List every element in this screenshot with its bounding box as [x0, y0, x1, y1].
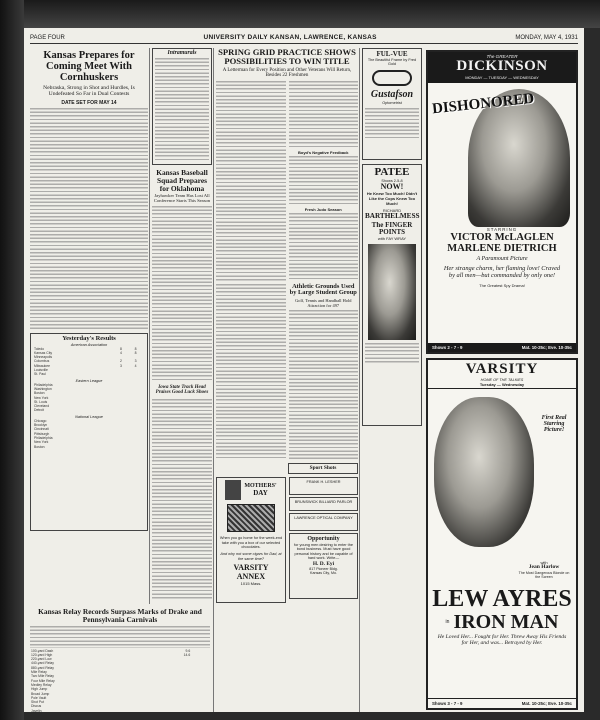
mothers-day-body: When you go home for the week-end take with you a box of our selected chocolates.	[219, 536, 283, 550]
dishonored-art	[428, 83, 576, 227]
scan-border-top	[0, 0, 600, 28]
mothers-day-tag: And why not some cigars for Dad, at the same time?	[220, 551, 282, 561]
varsity-prices: Mat. 10-25c; Eve. 10-35c	[521, 701, 572, 706]
optical-name: LAWRENCE OPTICAL COMPANY	[294, 516, 353, 521]
page-number: PAGE FOUR	[30, 34, 65, 41]
dickinson-ad	[426, 50, 578, 354]
article-body	[216, 284, 286, 460]
scan-border-left	[0, 0, 24, 720]
team-name: Cincinnati	[34, 427, 49, 432]
team-name: Brooklyn	[34, 423, 48, 428]
dickinson-blurb: Her strange charm, her flaming love! Craved by all men—but commanded by only one!	[443, 265, 561, 279]
standings-box	[30, 333, 148, 531]
dateline: DATE SET FOR MAY 14	[61, 99, 117, 106]
fulvue-title: FUL-VUE	[376, 50, 408, 58]
varsity-with: with	[540, 559, 548, 565]
dickinson-cast	[428, 227, 576, 289]
varsity-title-block	[428, 587, 576, 649]
issue-date: MONDAY, MAY 4, 1931	[515, 34, 578, 41]
team-name: Pittsburgh	[34, 431, 50, 436]
team-name: Javelin	[31, 708, 42, 713]
film-title-iron-man: IRON MAN	[453, 610, 559, 633]
column-sports-middle	[152, 48, 212, 604]
article-body	[30, 626, 210, 648]
lesher-ad	[289, 477, 358, 495]
patee-title: The FINGER POINTS	[371, 220, 413, 236]
team-name: Toledo	[34, 346, 44, 351]
patee-now: NOW!	[380, 181, 404, 191]
barthelmess-photo	[368, 244, 416, 340]
varsity-shows: Shows 3 - 7 - 9	[432, 701, 463, 706]
standings-row	[33, 445, 145, 449]
score-cell: 8	[134, 350, 137, 355]
star-mclaglen: VICTOR McLAGLEN	[450, 231, 554, 243]
mothers-day-ad	[216, 477, 286, 603]
ad-fine-print	[365, 343, 419, 363]
headline-iowa-state: Iowa State Track Head Praises Good Luck Shoes	[155, 385, 209, 396]
varsity-blurb: He Loved Her... Fought for Her. Threw Away His Friends for Her, and was... Betrayed by Her.	[437, 633, 567, 646]
ads-row	[216, 477, 358, 717]
team-name: Minneapolis	[34, 355, 53, 360]
team-name: Two Mile Relay	[31, 674, 54, 679]
varsity-ad	[426, 358, 578, 710]
varsity-name: VARSITY	[465, 361, 539, 377]
dickinson-tagline: A Paramount Picture	[476, 255, 528, 262]
team-name: Philadelphia	[34, 435, 53, 440]
team-name: Chicago	[34, 418, 47, 423]
film-title-dishonored: DISHONORED	[431, 90, 535, 118]
dickinson-shows: Shows 2 - 7 - 9	[432, 345, 463, 350]
headline-athletic-grounds: Athletic Grounds Used by Large Student Group	[289, 282, 357, 297]
team-name: 440-yard Relay	[31, 661, 54, 666]
score-cell: 3	[134, 359, 137, 364]
team-name: High Jump	[31, 687, 48, 692]
standings-table	[33, 419, 145, 449]
dickinson-starring: STARRING	[486, 226, 518, 232]
costar-harlow: Jean Harlow	[528, 563, 560, 570]
standings-table	[33, 347, 145, 377]
two-column-body	[216, 81, 358, 281]
varsity-days: Tuesday — Wednesday	[479, 381, 525, 387]
article-body	[289, 156, 359, 206]
varsity-in: in	[445, 618, 450, 625]
intramurals-box	[152, 48, 212, 165]
dickinson-days: MONDAY — TUESDAY — WEDNESDAY	[465, 74, 539, 80]
opportunity-body: for young men desiring to enter the bond business. Must have good personal history and be capable of hard work. Write—	[294, 542, 353, 560]
team-name: Washington	[34, 386, 52, 391]
opportunity-contact: H. D. Eyi	[312, 560, 335, 567]
team-name: 880-yard Relay	[31, 665, 54, 670]
masthead	[30, 32, 578, 44]
athletic-story	[289, 284, 359, 460]
team-name: Cleveland	[34, 404, 50, 409]
score-cell: 8	[120, 346, 122, 351]
varsity-banner	[428, 360, 576, 389]
patee-ad	[362, 164, 422, 426]
article-body	[289, 81, 359, 149]
mothers-day-header	[219, 480, 283, 500]
sport-shots-title: Sport Shots	[309, 464, 337, 471]
paper-title: UNIVERSITY DAILY KANSAN, LAWRENCE, KANSAS	[203, 34, 377, 41]
patee-richard: RICHARD	[382, 207, 402, 213]
patee-star: BARTHELMESS	[365, 211, 420, 220]
patee-with: with FAY WRAY	[377, 236, 407, 242]
team-name: Louisville	[34, 368, 48, 373]
column-sports-left	[30, 48, 148, 604]
candy-box-image	[227, 504, 275, 532]
article-body	[289, 213, 359, 281]
star-lew-ayres: LEW AYRES	[432, 585, 572, 612]
article-body	[152, 206, 212, 382]
score-cell	[120, 408, 128, 412]
ads-right	[289, 477, 358, 717]
optical-ad	[289, 513, 358, 531]
subhead-spring-grid: A Letterman for Every Position and Other Veterans Will Return, Besides 22 Freshmen	[222, 68, 352, 79]
team-name: Milwaukee	[34, 363, 51, 368]
headline-baseball: Kansas Baseball Squad Prepares for Oklahoma	[156, 168, 208, 193]
column-rule	[149, 48, 150, 604]
article-body	[30, 108, 148, 330]
score-cell: 2	[120, 359, 122, 364]
column-rule	[213, 48, 214, 712]
team-name: Four Mile Relay	[31, 678, 55, 683]
dickinson-banner	[428, 52, 576, 83]
relay-story	[30, 607, 210, 713]
varsity-costar	[518, 560, 570, 579]
score-cell	[128, 408, 136, 412]
gustafson-tag: Optometrist	[382, 100, 402, 105]
team-name: Shot Put	[31, 700, 45, 705]
subhead-boyd: Boyd's Negative Feedback	[297, 149, 349, 155]
gustafson-name: Gustafson	[370, 89, 414, 101]
brunswick-name: BRUNSWICK BILLIARD PARLOR	[294, 500, 353, 505]
score-cell: 14.6	[183, 652, 191, 657]
score-cell	[128, 445, 136, 449]
lesher-name: FRANK H. LESHER	[306, 480, 341, 485]
ad-fine-print	[365, 108, 419, 138]
intramurals-title: Intramurals	[167, 50, 197, 56]
score-cell: 8	[134, 346, 137, 351]
team-name: Medley Relay	[31, 682, 52, 687]
opportunity-title: Opportunity	[307, 536, 340, 543]
team-name: Philadelphia	[34, 382, 53, 387]
article-body	[289, 310, 359, 459]
score-cell	[137, 408, 145, 412]
article-body	[155, 58, 209, 162]
dickinson-prices: Mat. 10-25c; Eve. 10-35c	[521, 345, 572, 350]
opportunity-ad	[289, 533, 358, 599]
mothers-day-line2: DAY	[253, 488, 268, 497]
ayres-harlow-photo	[434, 397, 534, 547]
dickinson-theatre: DICKINSON	[456, 58, 548, 74]
score-cell	[108, 372, 123, 376]
mothers-day-title	[244, 483, 276, 497]
iron-man-art	[428, 389, 576, 587]
league-label: American Association	[70, 342, 108, 347]
team-name: Broad Jump	[31, 691, 50, 696]
sport-shots-box	[288, 463, 358, 475]
relay-record-row	[30, 709, 210, 713]
patee-shows: Shows 2-5-8	[381, 178, 403, 183]
score-cell	[191, 709, 200, 713]
varsity-footer	[428, 698, 576, 708]
team-name: St. Louis	[34, 399, 48, 404]
article-col	[289, 81, 359, 281]
team-name: Columbus	[34, 359, 50, 364]
brunswick-ad	[289, 497, 358, 511]
score-cell	[201, 709, 210, 713]
ads-left	[216, 477, 286, 717]
subhead-baseball: Jayhawker Team Has Lost All Conference Starts This Season	[153, 193, 211, 204]
team-name: 220-yard Low	[31, 657, 52, 662]
team-name: Detroit	[34, 408, 44, 413]
column-football	[216, 48, 358, 712]
dickinson-greater: The GREATER	[486, 54, 518, 59]
team-name: 100-yard Dash	[31, 648, 54, 653]
fulvue-sub: The Beautiful Frame by Fred Gold	[367, 58, 417, 67]
patee-blurb: He Knew Too Much! Didn't Like the Cops Knew Too Much!	[366, 190, 418, 206]
mothers-day-line1: MOTHERS'	[244, 483, 277, 490]
standings-title: Yesterday's Results	[62, 334, 116, 342]
standings-row	[33, 408, 145, 412]
team-name: Pole Vault	[31, 695, 47, 700]
score-cell	[138, 372, 146, 376]
column-rule	[359, 48, 360, 712]
score-cell: 4	[134, 363, 137, 368]
team-name: Discus	[31, 704, 42, 709]
column-ads-middle	[362, 48, 422, 712]
varsity-first-run: First Real Starring Picture!	[541, 414, 567, 434]
subhead-athletic: Golf, Tennis and Handball Hold Attraction for 497	[295, 297, 352, 308]
varsity-annex-address: 1015 Mass.	[240, 580, 262, 586]
star-dietrich: MARLENE DIETRICH	[447, 242, 557, 254]
score-cell: 3	[120, 363, 122, 368]
score-cell	[120, 445, 128, 449]
mother-portrait	[225, 480, 241, 500]
league-label: National League	[75, 414, 103, 419]
headline-kansas-prepares: Kansas Prepares for Coming Meet With Cornhuskers	[43, 50, 135, 84]
team-name: Boston	[34, 444, 45, 449]
subhead-fresh-judo: Fresh Judo Season	[304, 206, 342, 212]
patee-name: PATEE	[374, 166, 410, 178]
article-body	[152, 399, 212, 599]
score-cell	[151, 709, 191, 713]
standings-row	[33, 372, 145, 376]
costar-note: The Most Dangerous Blonde on the Screen	[518, 570, 570, 579]
team-name: 120-yard High	[31, 652, 53, 657]
standings-table	[33, 383, 145, 413]
headline-relay-records: Kansas Relay Records Surpass Marks of Drake and Pennsylvania Carnivals	[38, 607, 202, 624]
opportunity-address: 817 Pioneer Bldg.	[309, 567, 338, 572]
dickinson-teaser: The Greatest Spy Drama!	[479, 283, 525, 289]
article-body	[216, 81, 286, 281]
varsity-annex-name: VARSITY ANNEX	[233, 563, 269, 581]
score-cell	[137, 445, 145, 449]
varsity-title-row	[428, 611, 576, 633]
score-cell	[123, 372, 138, 376]
team-name: Boston	[34, 391, 45, 396]
fulvue-ad	[362, 48, 422, 160]
subhead-nebraska: Nebraska, Strong in Shot and Hurdles, Is Undefeated So Far in Dual Contests	[43, 85, 135, 97]
relay-records-table	[30, 649, 210, 713]
newspaper-page	[24, 28, 584, 712]
dickinson-footer	[428, 343, 576, 352]
score-cell: 4	[120, 350, 122, 355]
score-cell: 9.6	[185, 648, 191, 653]
lower-stories	[216, 284, 358, 460]
team-name: Kansas City	[34, 350, 53, 355]
team-name: St. Paul	[34, 372, 46, 377]
league-label: Eastern League	[75, 378, 103, 383]
team-name: Mile Relay	[31, 670, 47, 675]
team-name: New York	[34, 440, 49, 445]
spectacles-image	[372, 70, 412, 86]
varsity-sub: HOME OF THE TALKIES	[480, 377, 524, 382]
headline-spring-grid: SPRING GRID PRACTICE SHOWS POSSIBILITIES TO WIN TITLE	[218, 47, 356, 67]
opportunity-city: Kansas City, Mo.	[310, 571, 337, 576]
team-name: New York	[34, 395, 49, 400]
